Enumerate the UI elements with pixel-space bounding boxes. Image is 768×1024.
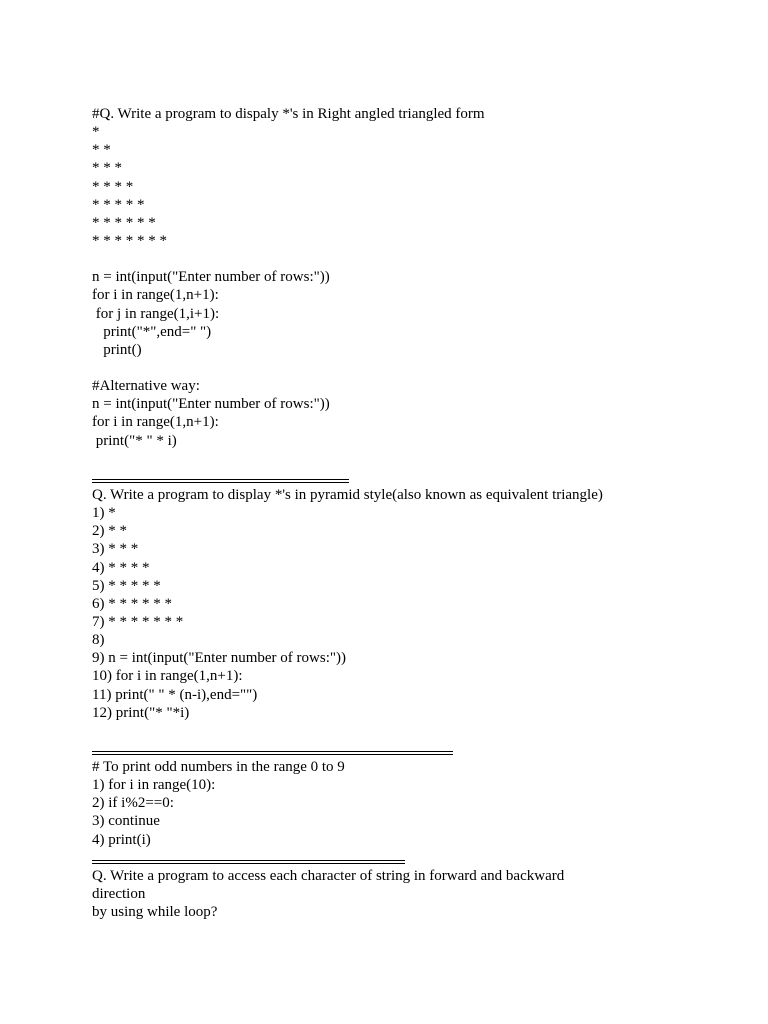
code-line: n = int(input("Enter number of rows:")) [92,396,330,413]
numbered-line: 1) for i in range(10): [92,777,216,794]
pattern-line: * * * * * * [92,214,156,231]
numbered-line: 4) * * * * [92,559,150,576]
pattern-line: * * * * * [92,196,145,213]
blank-line [92,722,692,740]
numbered-line: 5) * * * * * [92,577,161,594]
numbered-line: 3) continue [92,813,160,830]
double-rule-separator [92,468,692,486]
pattern-line: * [92,124,100,141]
numbered-line: 3) * * * [92,541,139,558]
document-page [92,105,692,921]
odd-numbers-heading: # To print odd numbers in the range 0 to 9 [92,759,345,776]
question-right-triangle: #Q. Write a program to dispaly *'s in Right angled triangled form [92,106,485,122]
numbered-line: 2) * * [92,523,127,540]
double-rule-separator [92,740,692,758]
blank-line [92,250,692,268]
blank-line [92,450,692,468]
numbered-line: 1) * [92,505,116,522]
numbered-line: 10) for i in range(1,n+1): [92,668,243,685]
numbered-line: 6) * * * * * * [92,595,172,612]
blank-line [92,359,692,377]
numbered-line: 2) if i%2==0: [92,795,174,812]
question-string-access-cont: direction [92,886,146,903]
numbered-line: 12) print("* "*i) [92,704,190,721]
pattern-line: * * * [92,160,122,177]
numbered-line: 8) [92,632,105,649]
numbered-line: 4) print(i) [92,831,151,848]
code-line: for i in range(1,n+1): [92,287,219,304]
question-string-access: Q. Write a program to access each character of string in forward and backward [92,867,565,884]
code-line: for i in range(1,n+1): [92,414,219,431]
code-line: print() [92,341,142,358]
double-rule-separator [92,849,692,867]
code-line: n = int(input("Enter number of rows:")) [92,269,330,286]
numbered-line: 7) * * * * * * * [92,613,184,630]
numbered-line: 9) n = int(input("Enter number of rows:")) [92,650,346,667]
pattern-line: * * * * * * * [92,232,167,249]
code-line: for j in range(1,i+1): [92,305,220,322]
pattern-line: * * [92,142,111,159]
code-line: print("* " * i) [92,432,177,449]
alternative-heading: #Alternative way: [92,378,200,395]
numbered-line: 11) print(" " * (n-i),end="") [92,686,258,703]
pattern-line: * * * * [92,178,134,195]
question-string-access-cont: by using while loop? [92,904,218,921]
code-line: print("*",end=" ") [92,323,212,340]
question-pyramid: Q. Write a program to display *'s in pyramid style(also known as equivalent triangle) [92,486,603,503]
